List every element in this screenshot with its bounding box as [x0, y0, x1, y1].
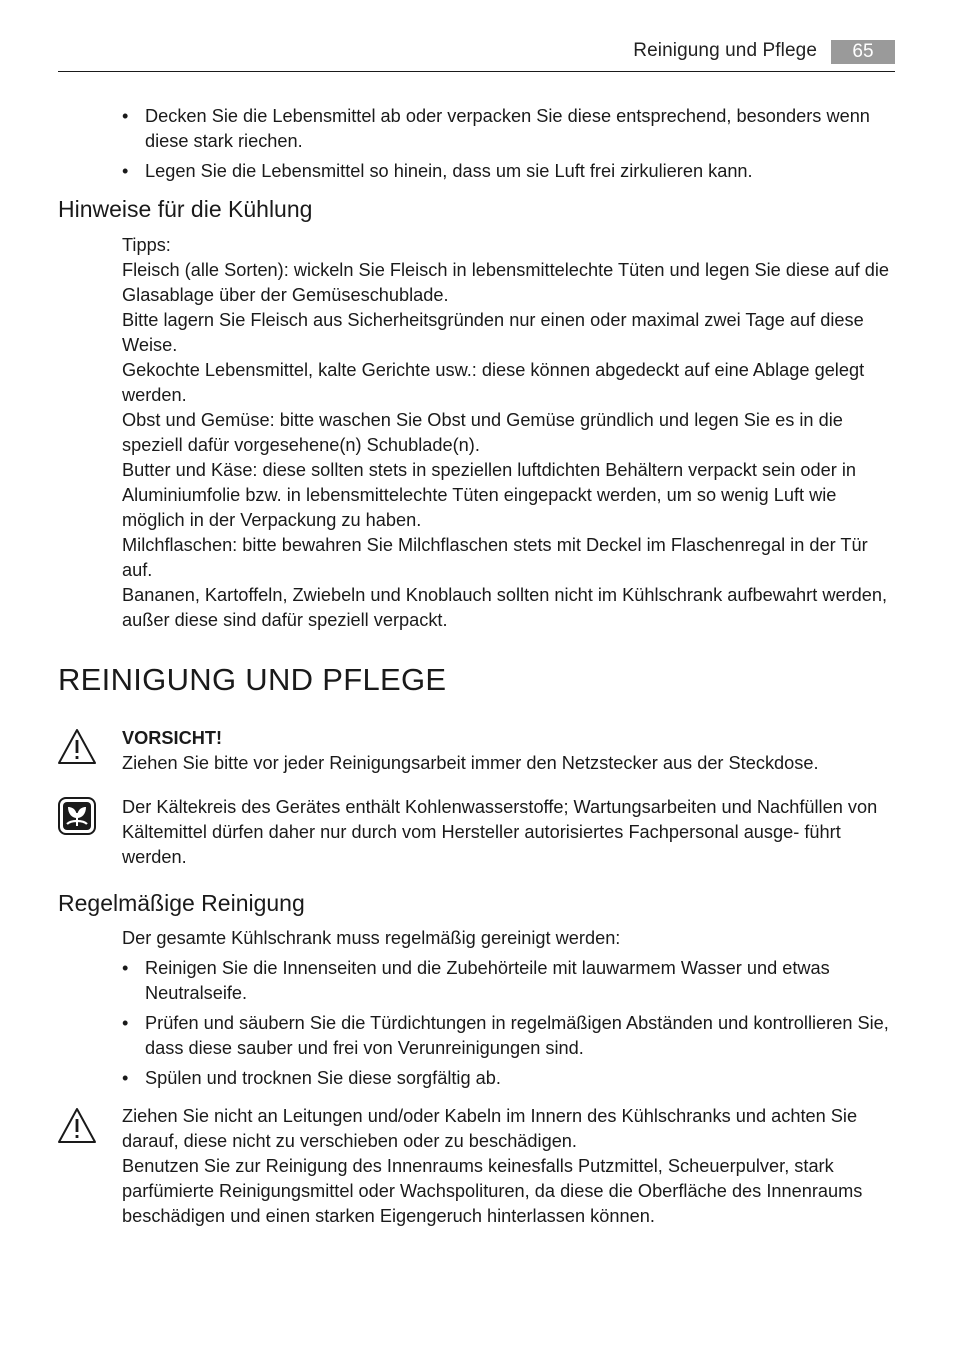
- caution-text: Ziehen Sie bitte vor jeder Reinigungsarbeit immer den Netzstecker aus der Steckdose.: [122, 753, 819, 773]
- caution-note: [122, 726, 892, 776]
- list-item: • Reinigen Sie die Innenseiten und die Zubehörteile mit lauwarmem Wasser und etwas Neutralseife.: [122, 958, 830, 1003]
- intro-bullet-list: [122, 104, 892, 189]
- tip-line: Tipps:: [122, 235, 171, 255]
- list-item: • Legen Sie die Lebensmittel so hinein, dass um sie Luft frei zirkulieren kann.: [122, 161, 753, 181]
- cooling-tips: [122, 233, 892, 633]
- list-item: • Prüfen und säubern Sie die Türdichtungen in regelmäßigen Abständen und kontrollieren Sie, dass diese sauber und frei von Verunreinigungen sind.: [122, 1013, 889, 1058]
- tip-line: Bitte lagern Sie Fleisch aus Sicherheitsgründen nur einen oder maximal zwei Tage auf diese Weise.: [122, 310, 864, 355]
- regular-cleaning-heading: Regelmäßige Reinigung: [58, 890, 305, 916]
- caution-title: VORSICHT!: [122, 728, 223, 748]
- regular-cleaning-list: [122, 956, 892, 1096]
- environment-note: [122, 795, 892, 870]
- environment-text: Der Kältekreis des Gerätes enthält Kohlenwasserstoffe; Wartungsarbeiten und Nachfüllen von Kältemittel dürfen daher nur durch vom Hersteller autorisiertes Fachpersonal ausge- führt werden.: [122, 797, 878, 867]
- cleaning-warning: [122, 1104, 892, 1229]
- warning-line: Ziehen Sie nicht an Leitungen und/oder Kabeln im Innern des Kühlschranks und achten Sie darauf, diese nicht zu verschieben oder zu beschädigen.: [122, 1106, 858, 1151]
- tip-line: Obst und Gemüse: bitte waschen Sie Obst und Gemüse gründlich und legen Sie es in die speziell dafür vorgesehene(n) Schublade(n).: [122, 410, 843, 455]
- tip-line: Bananen, Kartoffeln, Zwiebeln und Knoblauch sollten nicht im Kühlschrank aufbewahrt werden, außer diese sind dafür speziell verpackt.: [122, 585, 888, 630]
- warning-line: Benutzen Sie zur Reinigung des Innenraums keinesfalls Putzmittel, Scheuerpulver, stark parfümierte Reinigungsmittel oder Wachspolituren, da diese die Oberfläche des Innenraums beschädigen und einen starken Eigengeruch hinterlassen können.: [122, 1156, 863, 1226]
- list-item: • Decken Sie die Lebensmittel ab oder verpacken Sie diese entsprechend, besonders wenn diese stark riechen.: [122, 106, 870, 151]
- environment-icon: [57, 796, 97, 836]
- cooling-heading: Hinweise für die Kühlung: [58, 196, 313, 222]
- warning-triangle-icon: [57, 727, 97, 767]
- list-item: • Spülen und trocknen Sie diese sorgfältig ab.: [122, 1068, 501, 1088]
- page-number: 65: [831, 40, 895, 64]
- section-heading: REINIGUNG UND PFLEGE: [58, 662, 447, 697]
- tip-line: Fleisch (alle Sorten): wickeln Sie Fleisch in lebensmittelechte Tüten und legen Sie diese auf die Glasablage über der Gemüseschublade.: [122, 260, 889, 305]
- tip-line: Milchflaschen: bitte bewahren Sie Milchflaschen stets mit Deckel im Flaschenregal in der Tür auf.: [122, 535, 868, 580]
- header-title: Reinigung und Pflege: [633, 40, 817, 61]
- warning-triangle-icon: [57, 1106, 97, 1146]
- page-header: [58, 38, 895, 72]
- tip-line: Gekochte Lebensmittel, kalte Gerichte usw.: diese können abgedeckt auf eine Ablage gelegt werden.: [122, 360, 865, 405]
- regular-cleaning-intro: Der gesamte Kühlschrank muss regelmäßig gereinigt werden:: [122, 928, 621, 948]
- tip-line: Butter und Käse: diese sollten stets in speziellen luftdichten Behältern verpackt sein oder in Aluminiumfolie bzw. in lebensmittelechte Tüten eingepackt werden, um so wenig Luft wie möglich in der Verpackung zu haben.: [122, 460, 856, 530]
